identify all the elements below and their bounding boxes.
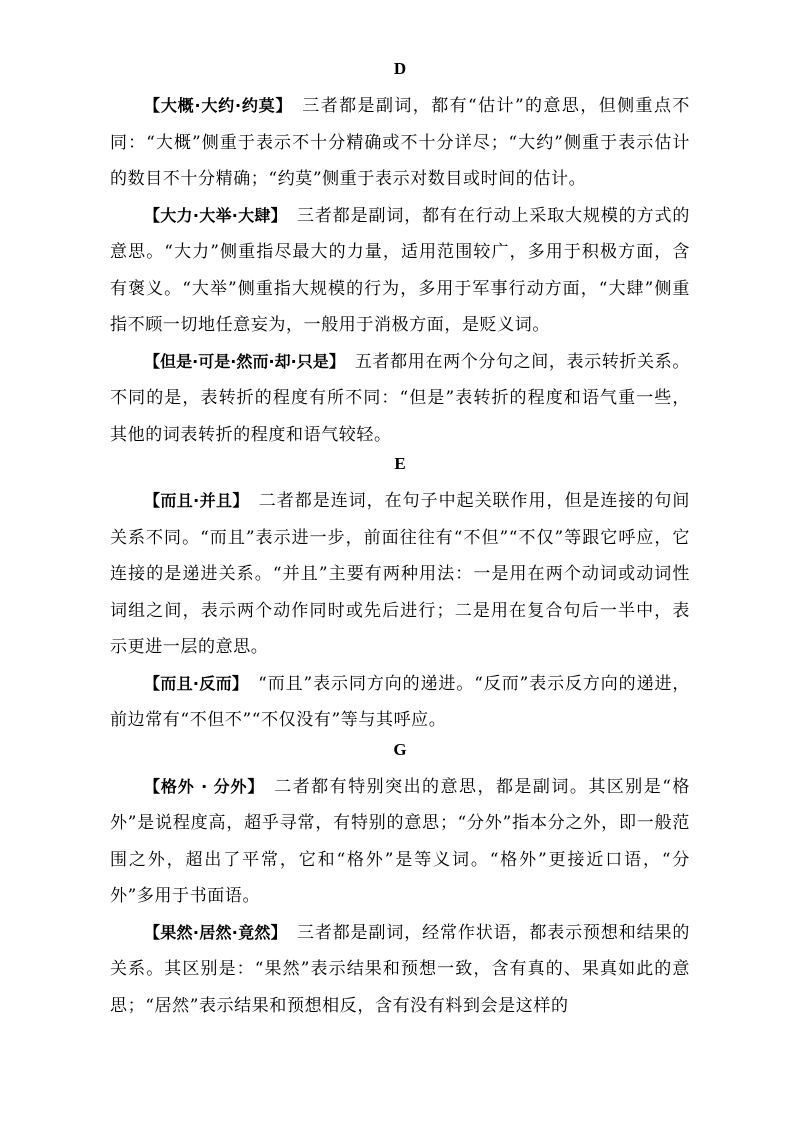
entry-gewai [110, 769, 690, 915]
entry-text: 二者都是连词，在句子中起关联作用，但是连接的句间关系不同。“而且”表示进一步，前面往往有“不但”“不仅”等跟它呼应，它连接的是递进关系。“并且”主要有两种用法：一是用在两个动词或动词性词组之间，表示两个动作同时或先后进行；二是用在复合句后一半中，表示更进一层的意思。 [110, 491, 690, 657]
section-letter: D [393, 59, 407, 78]
entry-text: 三者都是副词，都有“估计”的意思，但侧重点不同：“大概”侧重于表示不十分精确或不十分详尽；“大约”侧重于表示估计的数目不十分精确；“约莫”侧重于表示对数目或时间的估计。 [110, 96, 690, 189]
entry-text: 五者都用在两个分句之间，表示转折关系。不同的是，表转折的程度有所不同：“但是”表转折的程度和语气重一些，其他的词表转折的程度和语气较轻。 [110, 351, 690, 445]
section-letter: G [393, 739, 407, 759]
entry-text: 二者都有特别突出的意思，都是副词。其区别是“格外”是说程度高，超乎寻常，有特别的意思；“分外”指本分之外，即一般范围之外，超出了平常，它和“格外”是等义词。“格外”更接近口语，“分外”多用于书面语。 [110, 776, 690, 906]
entry-term: 【大力·大举·大肆】 [144, 205, 287, 225]
entry-text: “而且”表示同方向的递进。“反而”表示反方向的递进，前边常有“不但不”“不仅没有”等与其呼应。 [110, 673, 690, 730]
section-g [110, 739, 690, 1025]
dictionary-page [110, 58, 690, 1024]
entry-term: 【但是·可是·然而·却·只是】 [144, 351, 345, 371]
entry-dagai [110, 88, 690, 198]
section-e [110, 453, 690, 739]
entry-term: 【而且·并且】 [144, 491, 249, 510]
entry-term: 【果然·居然·竟然】 [144, 922, 287, 942]
entry-text: 三者都是副词，经常作状语，都表示预想和结果的关系。其区别是：“果然”表示结果和预想一致，含有真的、果真如此的意思；“居然”表示结果和预想相反，含有没有料到会是这样的 [110, 922, 690, 1016]
entry-danshi [110, 344, 690, 454]
entry-term: 【大概·大约·约莫】 [144, 96, 293, 115]
entry-dali [110, 198, 690, 344]
entry-guoran [110, 915, 690, 1025]
section-letter: E [394, 454, 406, 473]
entry-erqie-faner [110, 666, 690, 739]
entry-term: 【格外 · 分外】 [144, 776, 265, 796]
section-d [110, 58, 690, 453]
entry-term: 【而且·反而】 [144, 673, 249, 693]
entry-text: 三者都是副词，都有在行动上采取大规模的方式的意思。“大力”侧重指尽最大的力量，适用范围较广，多用于积极方面，含有褒义。“大举”侧重指大规模的行为，多用于军事行动方面，“大肆”侧重指不顾一切地任意妄为，一般用于消极方面，是贬义词。 [110, 205, 690, 335]
entry-erqie-bingqie [110, 483, 690, 666]
